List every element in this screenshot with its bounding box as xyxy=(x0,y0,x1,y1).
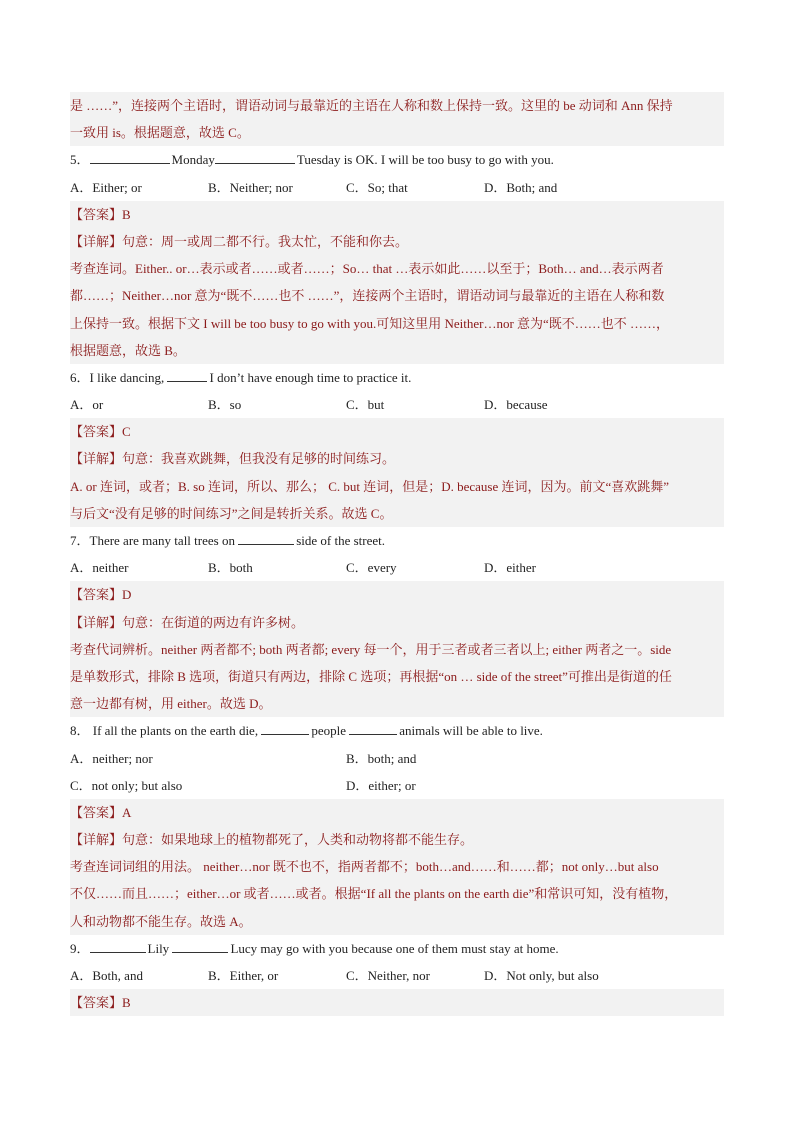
answer-explanation-line xyxy=(70,609,724,636)
question-text: people xyxy=(311,723,350,739)
answer-blank[interactable] xyxy=(172,940,228,953)
answer-explanation-line xyxy=(70,282,724,309)
answer-blank[interactable] xyxy=(238,532,294,545)
line-text: 【详解】句意：周一或周二都不行。我太忙，不能和你去。 xyxy=(70,233,409,249)
line-text: 一致用 is。根据题意，故选 C。 xyxy=(70,125,250,141)
option-choice[interactable]: B．both; and xyxy=(346,750,417,766)
answer-explanation-line xyxy=(70,880,724,907)
option-choice[interactable]: D．Both; and xyxy=(484,179,558,195)
options-row xyxy=(70,554,724,581)
answer-explanation-line xyxy=(70,690,724,717)
question-text: Tuesday is OK. I will be too busy to go with you. xyxy=(296,152,554,168)
question-text: 7．There are many tall trees on xyxy=(70,533,239,548)
page-content xyxy=(70,92,724,1016)
line-text: 【答案】B xyxy=(70,995,131,1011)
line-text: 意一边都有树，用 either。故选 D。 xyxy=(70,696,272,712)
line-text: 考查连词词组的用法。 neither…nor 既不也不，指两者都不；both…and……和……都；not only…but also xyxy=(70,859,659,875)
question-text: 6．I like dancing, xyxy=(70,369,168,385)
option-choice[interactable]: C．Neither, nor xyxy=(346,968,430,983)
answer-explanation-line xyxy=(70,500,724,527)
answer-explanation-line xyxy=(70,418,724,445)
question-text: 5． xyxy=(70,152,90,168)
question-text: 8． If all the plants on the earth die, xyxy=(70,723,262,739)
line-text: 与后文“没有足够的时间练习”之间是转折关系。故选 C。 xyxy=(70,505,393,521)
line-text: 【详解】句意：在街道的两边有许多树。 xyxy=(70,614,305,630)
line-text: 上保持一致。根据下文 I will be too busy to go with you.可知这里用 Neither…nor 意为“既不……也不 ……， xyxy=(70,315,670,331)
line-text: 是单数形式，排除 B 选项，街道只有两边，排除 C 选项；再根据“on … side of the street”可推出是街道的任 xyxy=(70,668,672,684)
answer-explanation-line xyxy=(70,663,724,690)
question-line xyxy=(70,146,724,173)
option-choice[interactable]: D．either; or xyxy=(346,777,416,793)
option-choice[interactable]: C．So; that xyxy=(346,179,408,195)
line-text: 人和动物都不能生存。故选 A。 xyxy=(70,913,252,929)
options-row xyxy=(70,174,724,201)
answer-explanation-line xyxy=(70,119,724,146)
line-text: 【详解】句意：我喜欢跳舞，但我没有足够的时间练习。 xyxy=(70,451,396,467)
option-choice[interactable]: D．either xyxy=(484,560,536,576)
answer-explanation-line xyxy=(70,473,724,500)
question-text: Lily xyxy=(147,940,173,956)
answer-explanation-line xyxy=(70,908,724,935)
question-line xyxy=(70,364,724,391)
answer-blank[interactable] xyxy=(215,151,295,164)
option-choice[interactable]: C．but xyxy=(346,397,385,413)
answer-explanation-line xyxy=(70,853,724,880)
answer-explanation-line xyxy=(70,989,724,1016)
line-text: 都……；Neither…nor 意为“既不……也不 ……”，连接两个主语时，谓语动词与最靠近的主语在人称和数 xyxy=(70,288,665,304)
line-text: 考查连词。Either.. or…表示或者……或者……；So… that …表示如此……以至于；Both… and…表示两者 xyxy=(70,261,664,277)
answer-blank[interactable] xyxy=(90,940,146,953)
option-choice[interactable]: A．Either; or xyxy=(70,179,142,195)
answer-explanation-line xyxy=(70,310,724,337)
option-choice[interactable]: B．Either, or xyxy=(208,968,279,983)
question-line xyxy=(70,527,724,554)
answer-blank[interactable] xyxy=(261,722,309,735)
line-text: 不仅……而且……；either…or 或者……或者。根据“If all the plants on the earth die”和常识可知，没有植物， xyxy=(70,886,678,902)
answer-explanation-line xyxy=(70,337,724,364)
line-text: 【答案】D xyxy=(70,587,132,603)
question-text: side of the street. xyxy=(296,533,386,548)
options-row xyxy=(70,962,724,989)
option-choice[interactable]: A．neither; nor xyxy=(70,750,153,766)
line-text: 【详解】句意：如果地球上的植物都死了，人类和动物将都不能生存。 xyxy=(70,832,474,848)
option-choice[interactable]: B．so xyxy=(208,397,242,413)
answer-blank[interactable] xyxy=(90,151,170,164)
line-text: 【答案】A xyxy=(70,804,132,820)
line-text: 【答案】B xyxy=(70,206,131,222)
question-text: animals will be able to live. xyxy=(399,723,543,739)
option-choice[interactable]: D．Not only, but also xyxy=(484,968,599,983)
options-row xyxy=(70,391,724,418)
answer-explanation-line xyxy=(70,636,724,663)
option-choice[interactable]: B．Neither; nor xyxy=(208,179,293,195)
line-text: 是 ……”，连接两个主语时，谓语动词与最靠近的主语在人称和数上保持一致。这里的 be 动词和 Ann 保持 xyxy=(70,98,673,113)
answer-explanation-line xyxy=(70,92,724,119)
question-line xyxy=(70,935,724,962)
option-choice[interactable]: D．because xyxy=(484,397,548,413)
line-text: 考查代词辨析。neither 两者都不; both 两者都; every 每一个，用于三者或者三者以上; either 两者之一。side xyxy=(70,641,672,657)
option-choice[interactable]: A．or xyxy=(70,397,104,413)
option-choice[interactable]: B．both xyxy=(208,560,253,576)
line-text: 根据题意，故选 B。 xyxy=(70,342,186,358)
answer-blank[interactable] xyxy=(349,722,397,735)
question-line xyxy=(70,717,724,744)
question-text: Lucy may go with you because one of them must stay at home. xyxy=(230,940,559,956)
question-text: 9． xyxy=(70,940,90,956)
options-row xyxy=(70,745,724,772)
answer-explanation-line xyxy=(70,228,724,255)
line-text: 【答案】C xyxy=(70,424,131,440)
answer-explanation-line xyxy=(70,201,724,228)
answer-explanation-line xyxy=(70,581,724,608)
option-choice[interactable]: A．Both, and xyxy=(70,968,143,983)
option-choice[interactable]: C．not only; but also xyxy=(70,777,183,793)
answer-explanation-line xyxy=(70,826,724,853)
options-row xyxy=(70,772,724,799)
option-choice[interactable]: A．neither xyxy=(70,560,129,576)
answer-explanation-line xyxy=(70,799,724,826)
line-text: A. or 连词，或者；B. so 连词，所以、那么； C. but 连词，但是；D. because 连词，因为。前文“喜欢跳舞” xyxy=(70,478,670,494)
question-text: I don’t have enough time to practice it. xyxy=(209,369,412,385)
answer-explanation-line xyxy=(70,445,724,472)
option-choice[interactable]: C．every xyxy=(346,560,397,576)
answer-explanation-line xyxy=(70,255,724,282)
question-text: Monday xyxy=(171,152,215,168)
answer-blank[interactable] xyxy=(167,369,207,382)
